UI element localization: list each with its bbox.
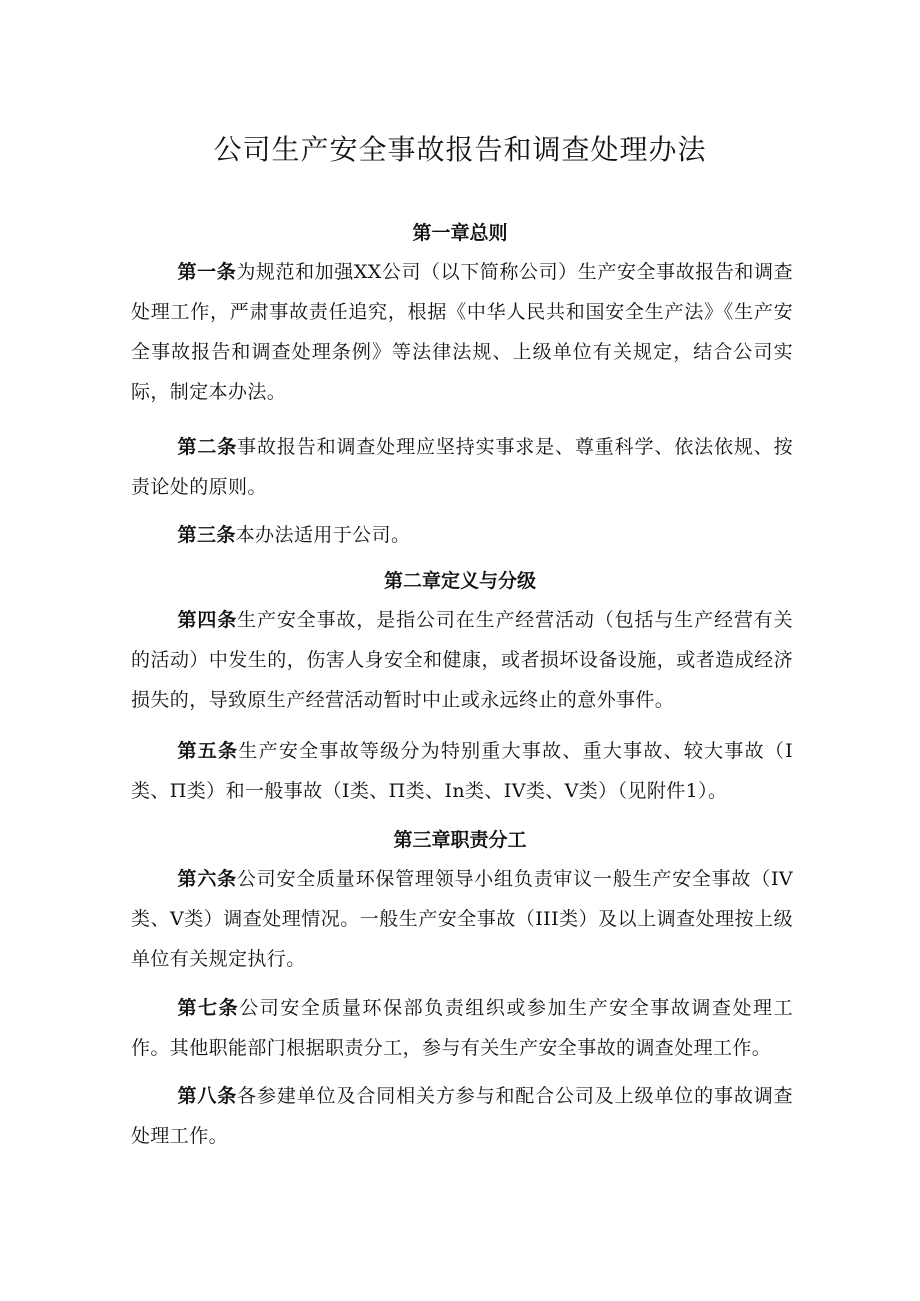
article-6: [131, 859, 793, 979]
chapter-heading-1: 第一章总则: [412, 222, 508, 244]
article-label: 第三条: [177, 524, 236, 546]
chapter-heading-3: 第三章职责分工: [393, 829, 527, 851]
article-label: 第六条: [177, 868, 237, 890]
article-label: 第五条: [177, 740, 239, 762]
article-text: 公司安全质量环保管理领导小组负责审议一般生产安全事故（IV类、V类）调查处理情况。一般生产安全事故（III类）及以上调查处理按上级单位有关规定执行。: [131, 868, 793, 970]
article-label: 第七条: [177, 997, 240, 1019]
article-text: 公司安全质量环保部负责组织或参加生产安全事故调查处理工作。其他职能部门根据职责分工，参与有关生产安全事故的调查处理工作。: [131, 997, 793, 1059]
article-3: [131, 515, 793, 555]
article-label: 第八条: [177, 1085, 238, 1107]
article-text: 生产安全事故，是指公司在生产经营活动（包括与生产经营有关的活动）中发生的，伤害人身安全和健康，或者损坏设备设施，或者造成经济损失的，导致原生产经营活动暂时中止或永远终止的意外事件。: [131, 609, 793, 711]
document-title: 公司生产安全事故报告和调查处理办法: [213, 133, 707, 166]
article-label: 第四条: [177, 609, 238, 631]
article-text: 事故报告和调查处理应坚持实事求是、尊重科学、依法依规、按责论处的原则。: [131, 436, 793, 498]
article-text: 生产安全事故等级分为特别重大事故、重大事故、较大事故（I类、Π类）和一般事故（I类、Π类、In类、IV类、V类）（见附件1）。: [131, 740, 793, 802]
article-7: [131, 988, 793, 1068]
article-2: [131, 427, 793, 507]
article-label: 第二条: [177, 436, 238, 458]
article-text: 为规范和加强XX公司（以下简称公司）生产安全事故报告和调查处理工作，严肃事故责任追究，根据《中华人民共和国安全生产法》《生产安全事故报告和调查处理条例》等法律法规、上级单位有关规定，结合公司实际，制定本办法。: [131, 261, 794, 403]
article-4: [131, 600, 793, 720]
article-1: [131, 252, 793, 412]
article-text: 本办法适用于公司。: [235, 524, 411, 546]
article-8: [131, 1076, 793, 1156]
article-5: [131, 731, 793, 811]
chapter-heading-2: 第二章定义与分级: [383, 570, 536, 592]
article-label: 第一条: [177, 261, 237, 283]
article-text: 各参建单位及合同相关方参与和配合公司及上级单位的事故调查处理工作。: [131, 1085, 793, 1147]
